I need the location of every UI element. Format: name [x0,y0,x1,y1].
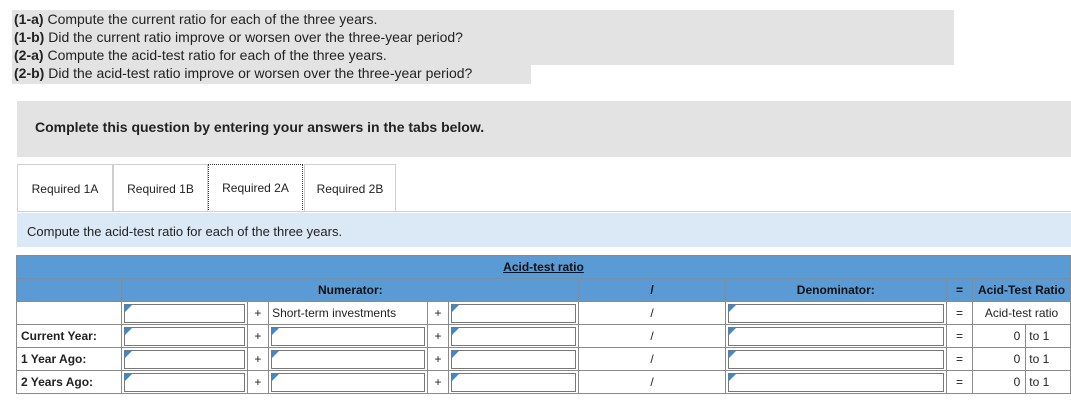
current-year-input-1[interactable] [124,327,244,346]
question-1a: (1-a) Compute the current ratio for each of the three years. [14,11,378,27]
instruction-banner-text: Complete this question by entering your answers in the tabs below. [35,119,485,135]
two-years-ago-input-3[interactable] [451,373,576,392]
tab-required-2a[interactable]: Required 2A [208,164,303,212]
row-label: 1 Year Ago: [17,348,122,371]
task-text: Compute the acid-test ratio for each of the three years. [27,224,343,239]
equals-sign: = [946,348,972,371]
acid-test-table [16,255,1071,394]
plus-sign: + [427,325,448,348]
current-year-denominator-input[interactable] [728,327,944,346]
one-year-ago-denominator-input[interactable] [728,350,944,369]
table-row [17,325,1071,348]
slash-sign: / [579,325,725,348]
table-title: Acid-test ratio [17,256,1071,279]
numerator-account-input[interactable] [451,304,576,323]
tab-divider [17,211,1071,212]
row-label: 2 Years Ago: [17,371,122,394]
numerator-header: Numerator: [122,279,579,302]
equals-sign: = [946,371,972,394]
tab-required-1a[interactable]: Required 1A [17,164,113,212]
result-header: Acid-Test Ratio [973,279,1071,302]
plus-sign: + [427,302,448,325]
two-years-ago-input-1[interactable] [124,373,244,392]
plus-sign: + [247,302,268,325]
one-year-ago-input-3[interactable] [451,350,576,369]
equals-header: = [946,279,972,302]
table-header-row [17,279,1071,302]
ratio-value: 0 [973,371,1026,394]
question-2a: (2-a) Compute the acid-test ratio for each of the three years. [14,47,387,63]
one-year-ago-input-2[interactable] [271,350,425,369]
table-row [17,371,1071,394]
result-label: Acid-test ratio [973,302,1071,325]
tab-required-2b[interactable]: Required 2B [304,164,396,212]
plus-sign: + [247,371,268,394]
ratio-value: 0 [973,325,1026,348]
plus-sign: + [427,371,448,394]
question-1b: (1-b) Did the current ratio improve or worsen over the three-year period? [14,29,463,45]
slash-header: / [579,279,725,302]
slash-sign: / [579,371,725,394]
slash-sign: / [579,348,725,371]
row-label: Current Year: [17,325,122,348]
two-years-ago-input-2[interactable] [271,373,425,392]
slash-sign: / [579,302,725,325]
numerator-item-label: Short-term investments [269,302,428,325]
equals-sign: = [946,325,972,348]
one-year-ago-input-1[interactable] [124,350,244,369]
two-years-ago-denominator-input[interactable] [728,373,944,392]
current-year-input-3[interactable] [451,327,576,346]
question-2b: (2-b) Did the acid-test ratio improve or worsen over the three-year period? [14,65,473,81]
equals-sign: = [946,302,972,325]
ratio-unit: to 1 [1026,325,1071,348]
denominator-header: Denominator: [725,279,946,302]
plus-sign: + [247,325,268,348]
plus-sign: + [247,348,268,371]
current-year-input-2[interactable] [271,327,425,346]
ratio-unit: to 1 [1026,371,1071,394]
plus-sign: + [427,348,448,371]
ratio-unit: to 1 [1026,348,1071,371]
ratio-value: 0 [973,348,1026,371]
table-row [17,348,1071,371]
table-title-row [17,256,1071,279]
numerator-account-input[interactable] [124,304,244,323]
table-row [17,302,1071,325]
denominator-account-input[interactable] [728,304,944,323]
tab-required-1b[interactable]: Required 1B [113,164,208,212]
